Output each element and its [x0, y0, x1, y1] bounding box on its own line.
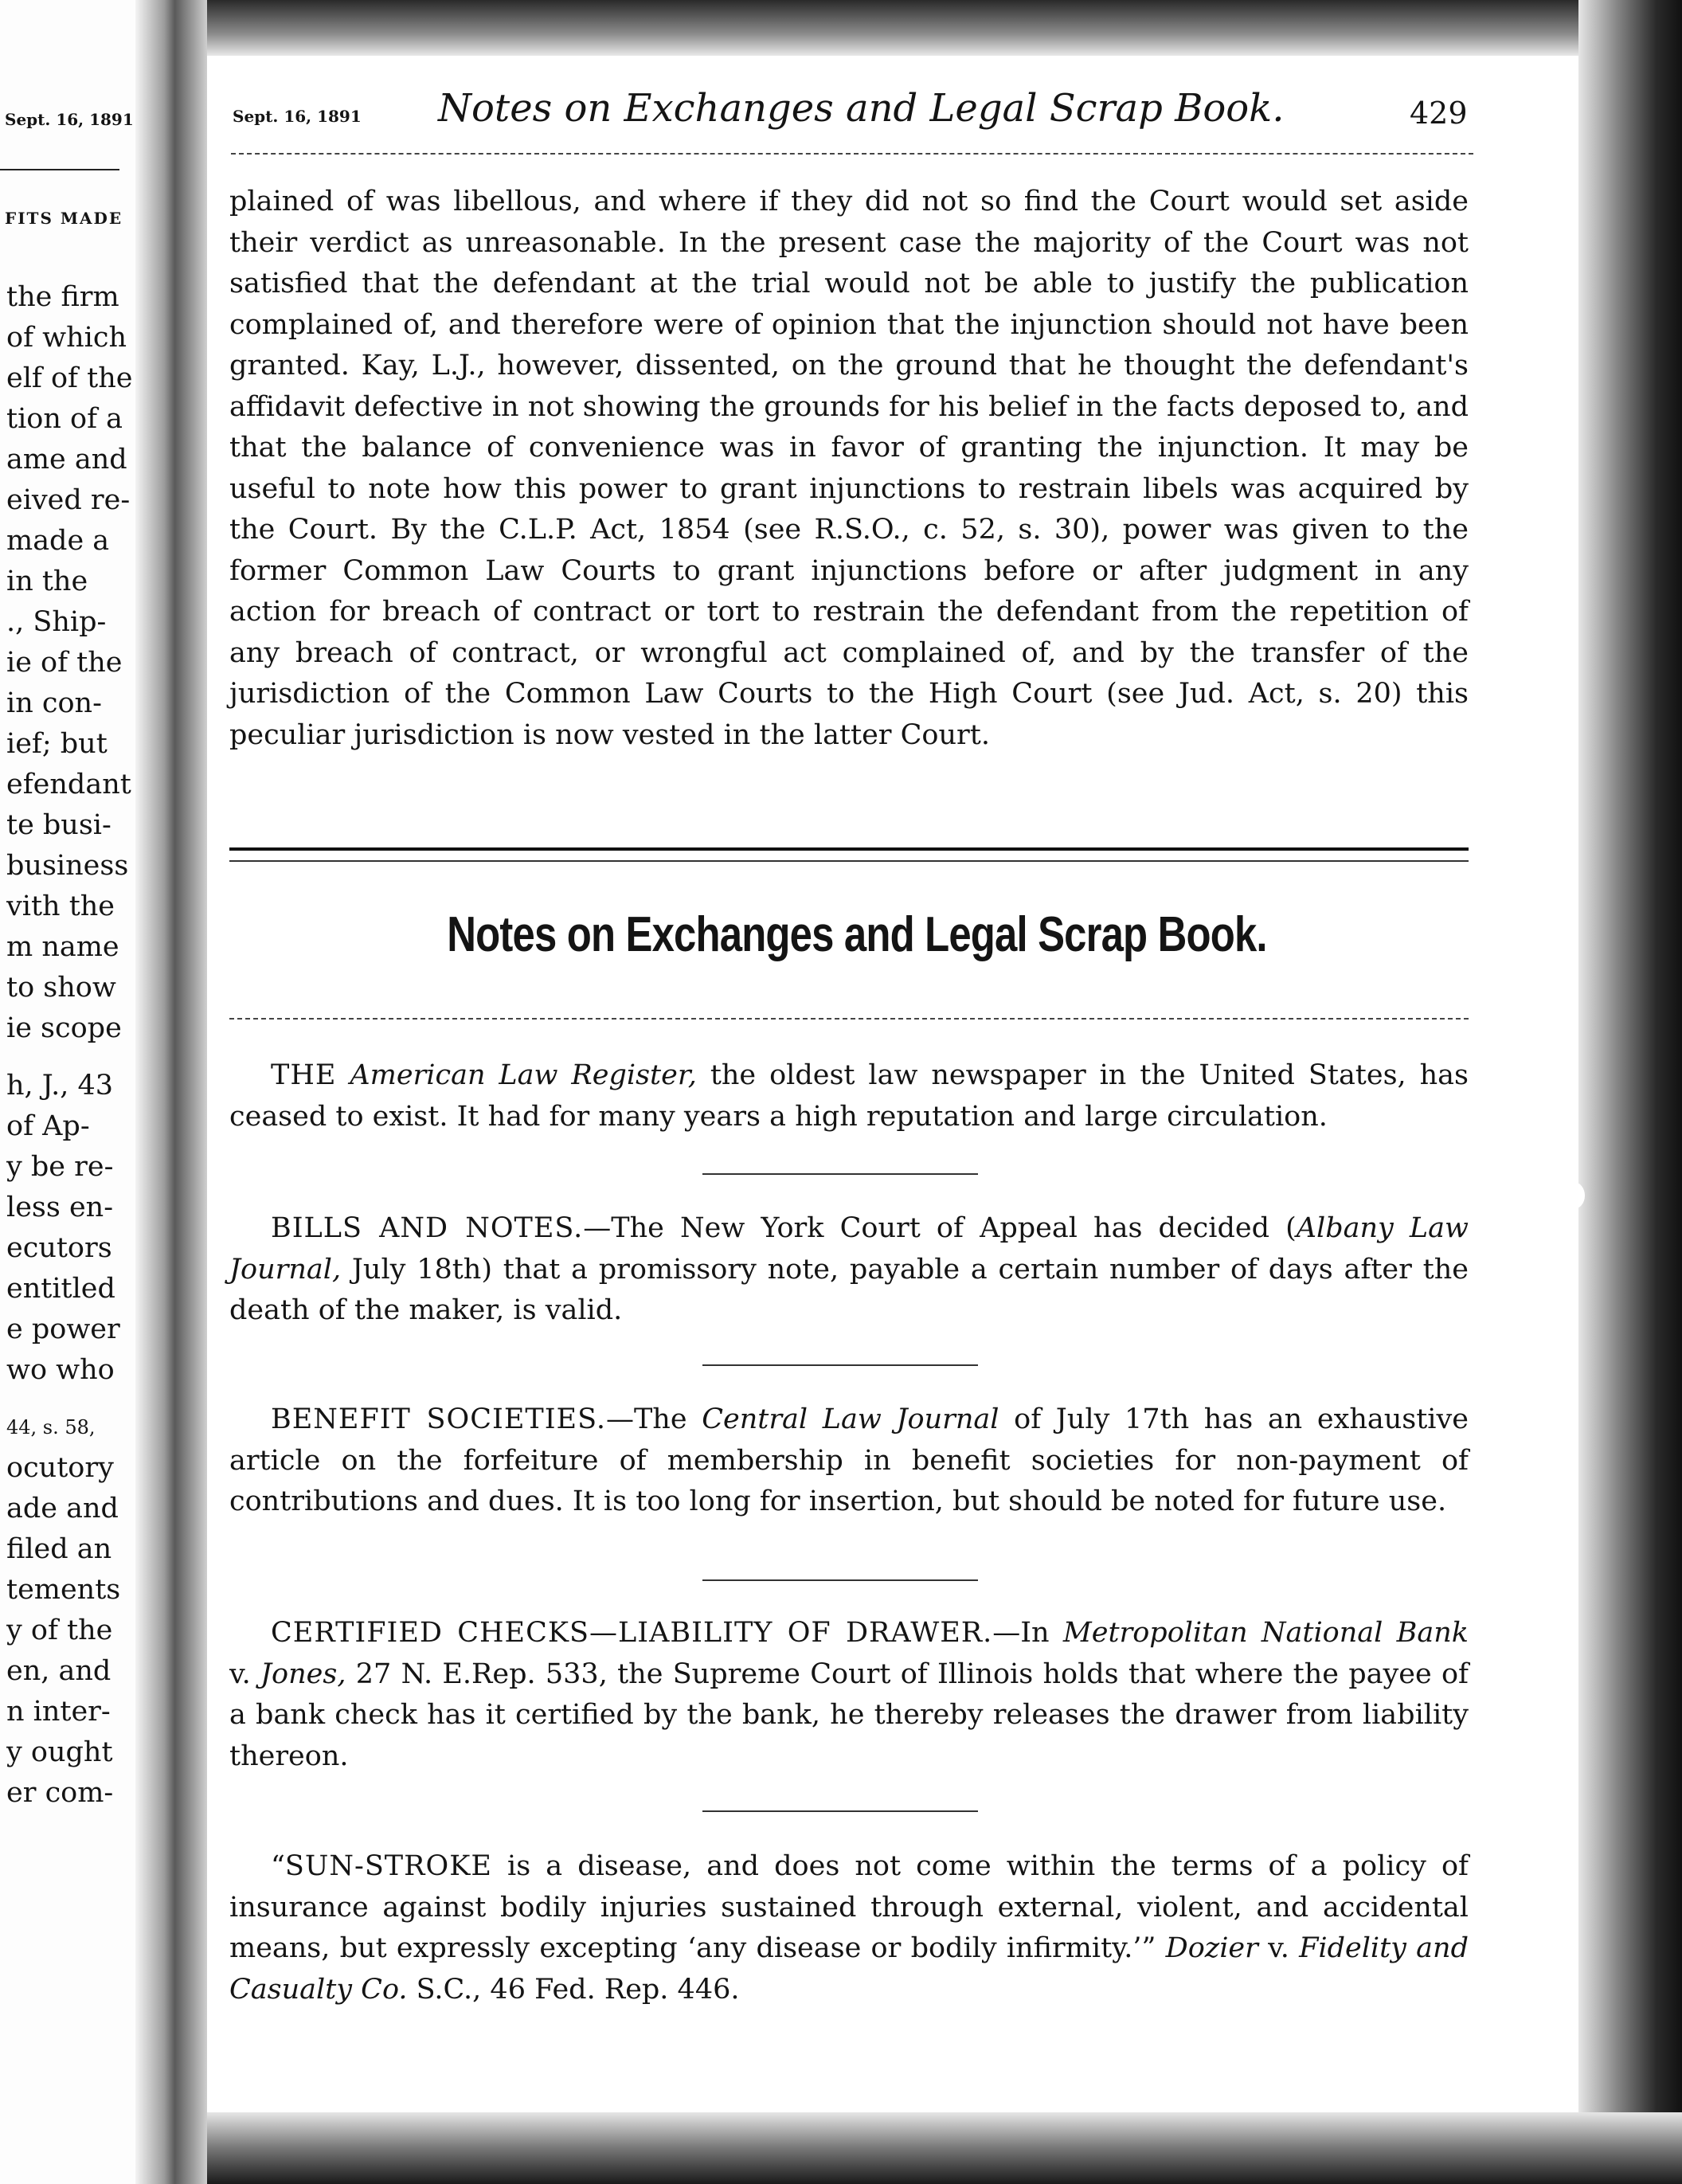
left-page-line: ocutory [6, 1452, 114, 1484]
note-bills-and-notes [229, 1208, 1469, 1332]
note-separator [702, 1579, 978, 1581]
note-lead: THE [271, 1059, 337, 1091]
case-versus: v. [1258, 1932, 1300, 1964]
note-certified-checks [229, 1613, 1469, 1777]
header-rule [231, 153, 1473, 155]
left-page-fragment [0, 0, 135, 2184]
left-page-rule [0, 169, 119, 170]
journal-name: Central Law Journal [702, 1403, 999, 1435]
scan-border-right [1578, 0, 1682, 2184]
left-page-caption: FITS MADE [5, 209, 123, 228]
note-separator [702, 1810, 978, 1812]
open-quote: “ [271, 1850, 285, 1882]
page-number: 429 [1410, 96, 1468, 131]
journal-name: American Law Register, [350, 1059, 697, 1091]
left-page-line: wo who [6, 1354, 115, 1386]
left-page-line: m name [6, 931, 119, 963]
left-page-line: elf of the [6, 362, 133, 394]
case-party: Jones, [260, 1658, 346, 1690]
left-page-line: less en- [6, 1192, 114, 1223]
left-page-line: n inter- [6, 1696, 111, 1728]
left-page-line: ie of the [6, 647, 123, 679]
page-gutter [135, 0, 207, 2184]
left-page-line: business [6, 850, 129, 882]
left-page-line: y ought [6, 1736, 113, 1768]
left-page-header: Sept. 16, 1891 [5, 110, 134, 129]
running-header [215, 86, 1469, 134]
left-page-line: ade and [6, 1493, 119, 1524]
left-page-line: filed an [6, 1533, 112, 1565]
body-paragraph: plained of was libellous, and where if they did not so find the Court would set aside their verdict as unreasonable. In the present case the majority of the Court was not satisfied that the defendant at the trial would not be able to justify the publication complained of, and therefore were of opinion that the injunction should not have been granted. Kay, L.J., however, dissented, on the ground that he thought the defendant's affidavit defective in not showing the grounds for his belief in the facts deposed to, and that the balance of convenience was in favor of granting the injunction. It may be useful to note how this power to grant injunctions to restrain libels was acquired by the Court. By the C.L.P. Act, 1854 (see R.S.O., c. 52, s. 30), power was given to the former Common Law Courts to grant injunctions before or after judgment in any action for breach of contract or tort to restrain the defendant from the repetition of any breach of contract, or wrongful act complained of, and by the transfer of the jurisdiction of the Common Law Courts to the High Court (see Jud. Act, s. 20) this peculiar jurisdiction is now vested in the latter Court. [229, 186, 1469, 751]
left-page-line: of which [6, 322, 127, 354]
note-text: —In [992, 1617, 1063, 1649]
note-text: is a disease, and does not come within the terms of a policy of insurance against bodily injuries sustained through external, violent, and accidental means, but expressly excepting ‘any disease or bodily infirmity.’” [229, 1850, 1469, 1964]
left-page-line: of Ap- [6, 1110, 90, 1142]
left-page-line: in con- [6, 687, 102, 719]
note-benefit-societies [229, 1399, 1469, 1523]
section-title: Notes on Exchanges and Legal Scrap Book. [447, 907, 1267, 962]
left-page-line: er com- [6, 1777, 114, 1809]
note-separator [702, 1364, 978, 1366]
left-page-line: the firm [6, 281, 119, 313]
note-text: 27 N. E.Rep. 533, the Supreme Court of Illinois holds that where the payee of a bank check has it certified by the bank, he thereby releases the drawer from liability thereon. [229, 1658, 1469, 1772]
case-name: Metropolitan National Bank [1062, 1617, 1469, 1649]
left-page-line: efendant [6, 769, 131, 800]
left-page-line: to show [6, 972, 116, 1004]
left-page-line: eived re- [6, 484, 131, 516]
page [215, 0, 1469, 2184]
left-page-line: tion of a [6, 403, 123, 435]
left-page-line: in the [6, 566, 88, 597]
note-text: S.C., 46 Fed. Rep. 446. [407, 1973, 740, 2006]
note-lead: BENEFIT SOCIETIES. [271, 1403, 606, 1435]
left-page-line: ame and [6, 444, 127, 476]
note-text: of July 17th has an exhaustive article on the forfeiture of membership in benefit societies for non-payment of contributions and dues. It is too long for insertion, but should be noted for future use. [229, 1403, 1469, 1517]
header-date: Sept. 16, 1891 [233, 107, 362, 126]
left-page-line: y be re- [6, 1151, 114, 1183]
note-american-law-register [229, 1055, 1469, 1137]
case-name: Dozier [1165, 1932, 1258, 1964]
note-lead: CERTIFIED CHECKS—LIABILITY OF DRAWER. [271, 1617, 993, 1649]
note-text: July 18th) that a promissory note, payable a certain number of days after the death of the maker, is valid. [229, 1253, 1469, 1326]
left-page-line: ecutors [6, 1232, 112, 1264]
left-page-line: 44, s. 58, [6, 1416, 96, 1438]
left-page-line: e power [6, 1313, 120, 1345]
case-party: Fidelity and Casualty Co. [229, 1932, 1469, 2006]
left-page-line: tements [6, 1574, 121, 1606]
left-page-line: h, J., 43 [6, 1070, 114, 1102]
note-text: the oldest law newspaper in the United States, has ceased to exist. It had for many years a high reputation and large circulation. [229, 1059, 1469, 1133]
note-lead: SUN-STROKE [284, 1850, 492, 1882]
left-page-line: ief; but [6, 728, 108, 760]
left-page-line: te busi- [6, 809, 111, 841]
note-sun-stroke [229, 1846, 1469, 2010]
left-page-line: entitled [6, 1273, 115, 1305]
left-page-line: ie scope [6, 1012, 122, 1044]
section-double-rule [229, 847, 1469, 862]
left-page-line: en, and [6, 1655, 111, 1687]
left-page-line: made a [6, 525, 110, 557]
note-lead: BILLS AND NOTES. [271, 1212, 584, 1244]
note-text: —The New York Court of Appeal has decided ( [583, 1212, 1297, 1244]
left-page-line: y of the [6, 1615, 113, 1646]
note-text: —The [605, 1403, 702, 1435]
left-page-lines [6, 277, 134, 1814]
section-title-rule [229, 1018, 1469, 1020]
note-separator [702, 1173, 978, 1175]
journal-name: Albany Law Journal, [229, 1212, 1469, 1286]
left-page-line: vith the [6, 890, 115, 922]
binding-hole [1563, 1182, 1585, 1209]
header-title: Notes on Exchanges and Legal Scrap Book. [438, 86, 1285, 131]
left-page-line: ., Ship- [6, 606, 107, 638]
case-versus: v. [229, 1658, 261, 1690]
